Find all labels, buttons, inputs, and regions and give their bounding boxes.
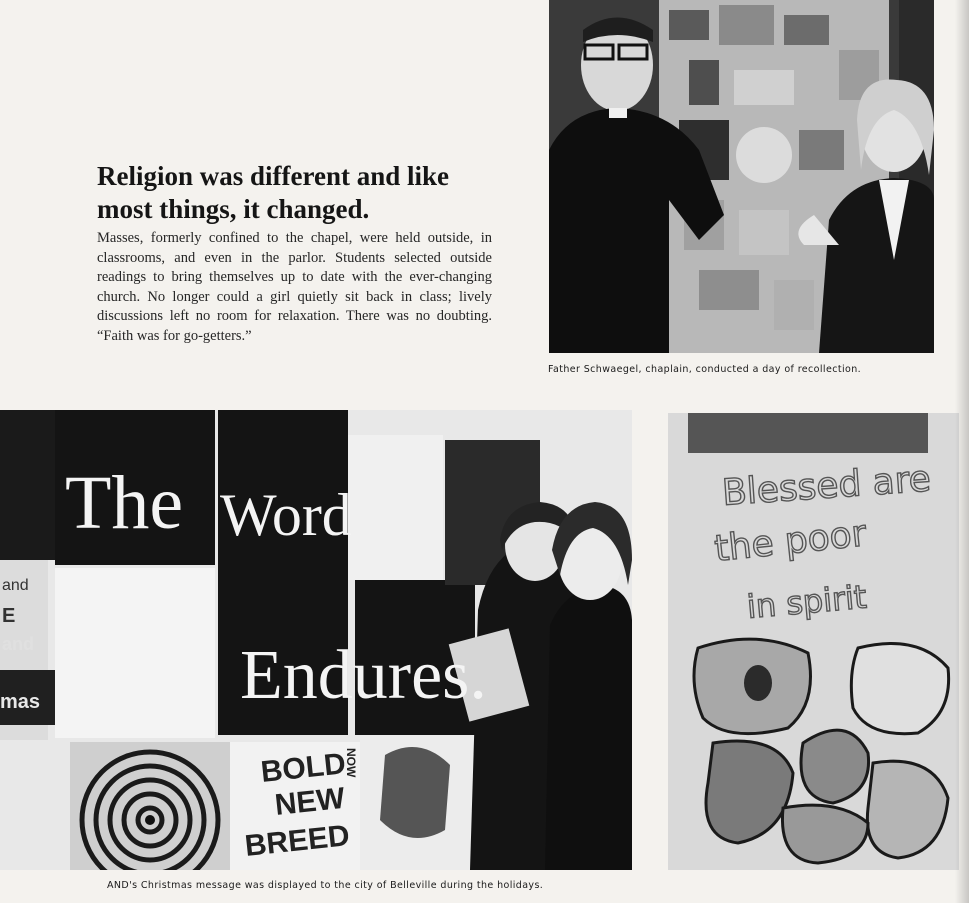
sign-word-the: The <box>65 461 184 545</box>
poster-text-blessed: Blessed are <box>720 458 933 514</box>
sign-word-word: Word <box>220 482 352 548</box>
poster-now: NOW <box>344 748 358 778</box>
poster-breed: BREED <box>243 819 352 863</box>
chaplain-photo <box>549 0 934 353</box>
side-text-mas: mas <box>0 691 41 713</box>
poster-text-spirit: in spirit <box>745 577 869 626</box>
word-endures-photo <box>0 410 632 870</box>
blessed-poster-photo <box>668 413 959 870</box>
sign-word-endures: Endures. <box>240 637 487 714</box>
page-edge-shadow <box>955 0 969 903</box>
poster-bold: BOLD <box>259 747 348 789</box>
word-endures-caption: AND's Christmas message was displayed to the city of Belleville during the holidays. <box>107 880 544 891</box>
side-text-and: and <box>2 577 29 594</box>
article-headline: Religion was different and like most things, it changed. <box>97 161 450 224</box>
side-text-e: E <box>2 605 16 627</box>
poster-new: NEW <box>273 781 347 822</box>
chaplain-photo-caption: Father Schwaegel, chaplain, conducted a day of recollection. <box>548 364 862 375</box>
poster-text-poor: the poor <box>712 513 869 570</box>
article-body: Masses, formerly confined to the chapel, were held outside, in classrooms, and even in the parlor. Students selected outside readings to bring themselves up to date with the ever-changing church. No longer could a girl quietly sit back in class; lively discussions left no room for relaxation. There was no doubting. “Faith was for go-getters.” <box>97 230 492 344</box>
side-text-and-2: and <box>2 634 35 654</box>
